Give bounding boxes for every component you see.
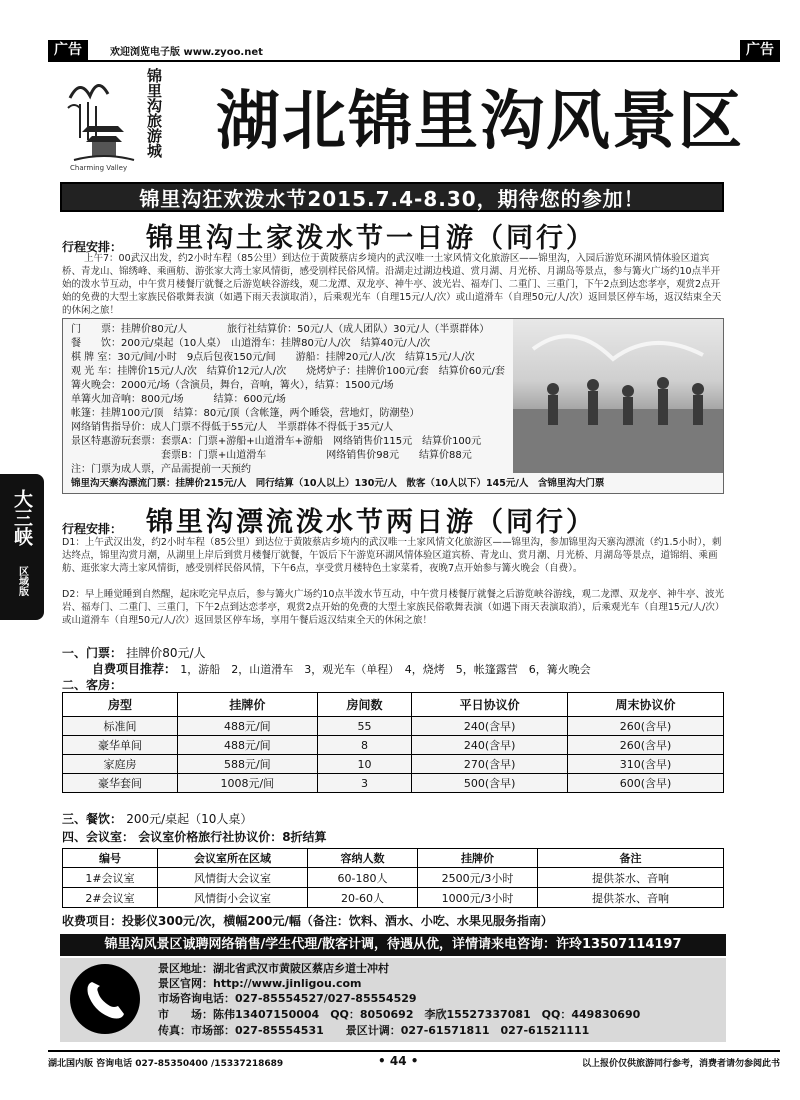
contact-fax: 传真：市场部：027-85554531 景区计调：027-61571811 027-61521111 — [158, 1024, 590, 1037]
price-line: 帐篷：挂牌100元/顶 结算：80元/顶（含帐篷，两个睡袋，营地灯，防潮垫） — [71, 408, 420, 419]
contact-market: 市 场：陈伟13407150004 QQ：8050692 李欣15527337081 QQ：449830690 — [158, 1008, 641, 1021]
meeting-section — [62, 828, 327, 845]
phone-icon — [70, 964, 140, 1034]
scenic-logo — [60, 68, 170, 178]
price-line: 单篝火加音响：800元/场 结算：600元/场 — [71, 394, 286, 405]
table-row — [63, 774, 724, 793]
table-cell: 豪华单间 — [63, 736, 178, 755]
meeting-table — [62, 848, 724, 908]
ad-tag-right: 广告 — [740, 40, 780, 60]
price-line: 观 光 车：挂牌价15元/人/次 结算价12元/人/次 烧烤炉子：挂牌价100元/套 结算价60元/套 — [71, 366, 505, 377]
footer-left: 湖北国内版 咨询电话 027-85350400 /15337218689 — [48, 1059, 284, 1069]
table-cell: 豪华套间 — [63, 774, 178, 793]
meals-head: 三、餐饮： — [62, 812, 123, 826]
table-cell: 240(含早) — [412, 717, 568, 736]
itinerary-label-2: 行程安排： — [62, 522, 123, 536]
table-row — [63, 868, 724, 888]
self-pay-section — [92, 660, 591, 677]
table-cell: 260(含早) — [568, 736, 724, 755]
table-cell: 提供茶水、音响 — [538, 868, 724, 888]
rooms-table — [62, 692, 724, 793]
price-line: 网络销售指导价：成人门票不得低于55元/人 半票群体不得低于35元/人 — [71, 422, 394, 433]
col-header: 挂牌价 — [418, 849, 538, 868]
charges-line: 收费项目：投影仪300元/次，横幅200元/幅（备注：饮料、酒水、小吃、水果见服务指南） — [62, 914, 553, 928]
rooms-head: 二、客房： — [62, 678, 123, 692]
tickets-section — [62, 644, 206, 661]
price-line: 餐 饮：200元/桌起（10人桌） 山道滑车：挂牌80元/人/次 结算40元/人/次 — [71, 338, 431, 349]
price-line: 锦里沟天寨沟漂流门票：挂牌价215元/人 同行结算（10人以上）130元/人 散客（10人以下）145元/人 含锦里沟大门票 — [71, 478, 605, 489]
col-header: 编号 — [63, 849, 158, 868]
table-cell: 10 — [317, 755, 412, 774]
table-cell: 310(含早) — [568, 755, 724, 774]
col-header: 平日协议价 — [412, 693, 568, 717]
col-header: 备注 — [538, 849, 724, 868]
table-row — [63, 736, 724, 755]
side-tab-small: 区域版 — [16, 566, 28, 596]
contact-block — [60, 958, 726, 1042]
table-row — [63, 755, 724, 774]
itinerary-label: 行程安排： — [62, 240, 123, 254]
col-header: 周末协议价 — [568, 693, 724, 717]
table-cell: 20-60人 — [308, 888, 418, 908]
contact-hotline: 市场咨询电话：027-85554527/027-85554529 — [158, 992, 417, 1005]
table-cell: 家庭房 — [63, 755, 178, 774]
table-row — [63, 717, 724, 736]
table-cell: 8 — [317, 736, 412, 755]
meals-value: 200元/桌起（10人桌） — [126, 812, 253, 826]
footer-right: 以上报价仅供旅游同行参考，消费者请勿参阅此书 — [581, 1059, 780, 1069]
col-header: 房型 — [63, 693, 178, 717]
price-info-box — [62, 318, 724, 494]
page-title: 湖北锦里沟风景区 — [216, 84, 744, 159]
tickets-head: 一、门票： — [62, 646, 123, 660]
self-pay-label: 自费项目推荐： — [92, 662, 177, 676]
table-cell: 1#会议室 — [63, 868, 158, 888]
water-festival-photo — [513, 319, 723, 473]
price-line: 套票B：门票+山道滑车 网络销售价98元 结算价88元 — [71, 450, 472, 461]
table-cell: 600(含早) — [568, 774, 724, 793]
table-cell: 55 — [317, 717, 412, 736]
table-cell: 260(含早) — [568, 717, 724, 736]
meeting-header-row — [63, 849, 724, 868]
table-cell: 60-180人 — [308, 868, 418, 888]
logo-caption: Charming Valley — [70, 164, 128, 172]
col-header: 房间数 — [317, 693, 412, 717]
festival-banner: 锦里沟狂欢泼水节2015.7.4-8.30，期待您的参加！ — [60, 182, 724, 212]
table-cell: 488元/间 — [177, 717, 317, 736]
table-cell: 1000元/3小时 — [418, 888, 538, 908]
table-cell: 3 — [317, 774, 412, 793]
col-header: 容纳人数 — [308, 849, 418, 868]
day-trip-title: 锦里沟土家泼水节一日游（同行） — [146, 223, 596, 254]
table-cell: 270(含早) — [412, 755, 568, 774]
header-bar — [48, 40, 780, 62]
col-header: 挂牌价 — [177, 693, 317, 717]
table-cell: 1008元/间 — [177, 774, 317, 793]
meeting-value: 会议室价格旅行社协议价：8折结算 — [138, 830, 327, 844]
contact-website[interactable]: 景区官网：http://www.jinligou.com — [158, 977, 362, 990]
price-line: 门 票：挂牌价80元/人 旅行社结算价：50元/人（成人团队）30元/人（半票群体） — [71, 324, 490, 335]
price-line: 棋 牌 室：30元/间/小时 9点后包夜150元/间 游船：挂牌20元/人/次 结算15元/人/次 — [71, 352, 475, 363]
table-cell: 500(含早) — [412, 774, 568, 793]
ad-tag-left: 广告 — [48, 40, 88, 60]
two-day-d1: D1：上午武汉出发，约2小时车程（85公里）到达位于黄陂蔡店乡境内的武汉唯一土家风情文化旅游区——锦里沟，参加锦里沟天寨沟漂流（约1.5小时），刺达终点，锦里沟赏月潮，从湖里上岸后到赏月楼餐厅就餐，午饭后下午游览环湖风情体验区道宾桥、青龙山、赏月潮、月光桥、月湖岛等景点，道锦绢、乘画舫、逛张家大湾土家风情街，感受别样民俗风情，下午6点，享受赏月楼特色土家菜肴，夜晚7点开始参与篝火晚会（自费）。 — [62, 537, 722, 574]
side-tab-big: 大三峡 — [11, 488, 33, 546]
region-side-tab — [0, 474, 44, 620]
table-cell: 2500元/3小时 — [418, 868, 538, 888]
price-line: 篝火晚会：2000元/场（含演员，舞台，音响，篝火），结算：1500元/场 — [71, 380, 394, 391]
self-pay-value: 1，游船 2，山道滑车 3，观光车（单程） 4，烧烤 5，帐篷露营 6，篝火晚会 — [180, 663, 591, 676]
table-cell: 488元/间 — [177, 736, 317, 755]
rooms-header-row — [63, 693, 724, 717]
table-cell: 240(含早) — [412, 736, 568, 755]
table-cell: 风情街大会议室 — [158, 868, 308, 888]
page-number: • 44 • — [378, 1054, 419, 1068]
table-cell: 2#会议室 — [63, 888, 158, 908]
logo-text: 锦里沟旅游城 — [145, 68, 163, 158]
price-line: 景区特惠游玩套票：套票A：门票+游船+山道滑车+游船 网络销售价115元 结算价100元 — [71, 436, 482, 447]
two-day-title: 锦里沟漂流泼水节两日游（同行） — [146, 507, 596, 538]
meeting-head: 四、会议室： — [62, 830, 135, 844]
people-photo-icon — [513, 319, 723, 473]
day-trip-description: 上午7：00武汉出发，约2小时车程（85公里）到达位于黄陂蔡店乡境内的武汉唯一土家风情文化旅游区——锦里沟，入园后游览环湖风情体验区道宾桥、青龙山、锦绣峰、乘画舫、游张家大湾土家风情街，感受别样民俗风情。沿湖走过湖边栈道、赏月湖、月光桥、月湖岛等景点，参与篝火广场约10点半开始的泼水节互动，中午赏月楼餐厅就餐之后游览峡谷游线，观二龙潭、双龙亭、神牛亭、波光岩、福寿门、二重门、三重门，下午2点到达恋孝亭，观赏2点开始的免费的大型土家族民俗歌舞表演（如遇下雨天表演取消），后乘观光车（自理15元/人/次）或山道滑车（自理50元/人/次）返回景区停车场，返汉结束全天的休闲之旅！ — [62, 253, 722, 316]
tickets-value: 挂牌价80元/人 — [126, 646, 206, 660]
site-url[interactable]: 欢迎浏览电子版 www.zyoo.net — [110, 47, 263, 58]
recruit-banner: 锦里沟风景区诚聘网络销售/学生代理/散客计调，待遇从优，详情请来电咨询：许玲13507114197 — [60, 934, 726, 956]
table-row — [63, 888, 724, 908]
meals-section — [62, 810, 252, 827]
price-line: 注：门票为成人票，产品需提前一天预约 — [71, 464, 251, 475]
col-header: 会议室所在区域 — [158, 849, 308, 868]
table-cell: 提供茶水、音响 — [538, 888, 724, 908]
table-cell: 风情街小会议室 — [158, 888, 308, 908]
footer-bar — [48, 1050, 780, 1070]
two-day-d2: D2：早上睡觉睡到自然醒，起床吃完早点后，参与篝火广场约10点半泼水节互动，中午赏月楼餐厅就餐之后游览峡谷游线，观二龙潭、双龙亭、神牛亭、波光岩、福寿门、二重门、三重门，下午2点到达恋孝亭，观赏2点开始的免费的大型土家族民俗歌舞表演（如遇下雨天表演取消），后乘观光车（自理15元/人/次）或山道滑车（自理50元/人/次）返回景区停车场，享用午餐后返汉结束全天的休闲之旅！ — [62, 589, 724, 626]
contact-address: 景区地址：湖北省武汉市黄陂区蔡店乡道士冲村 — [158, 962, 389, 975]
table-cell: 标准间 — [63, 717, 178, 736]
table-cell: 588元/间 — [177, 755, 317, 774]
